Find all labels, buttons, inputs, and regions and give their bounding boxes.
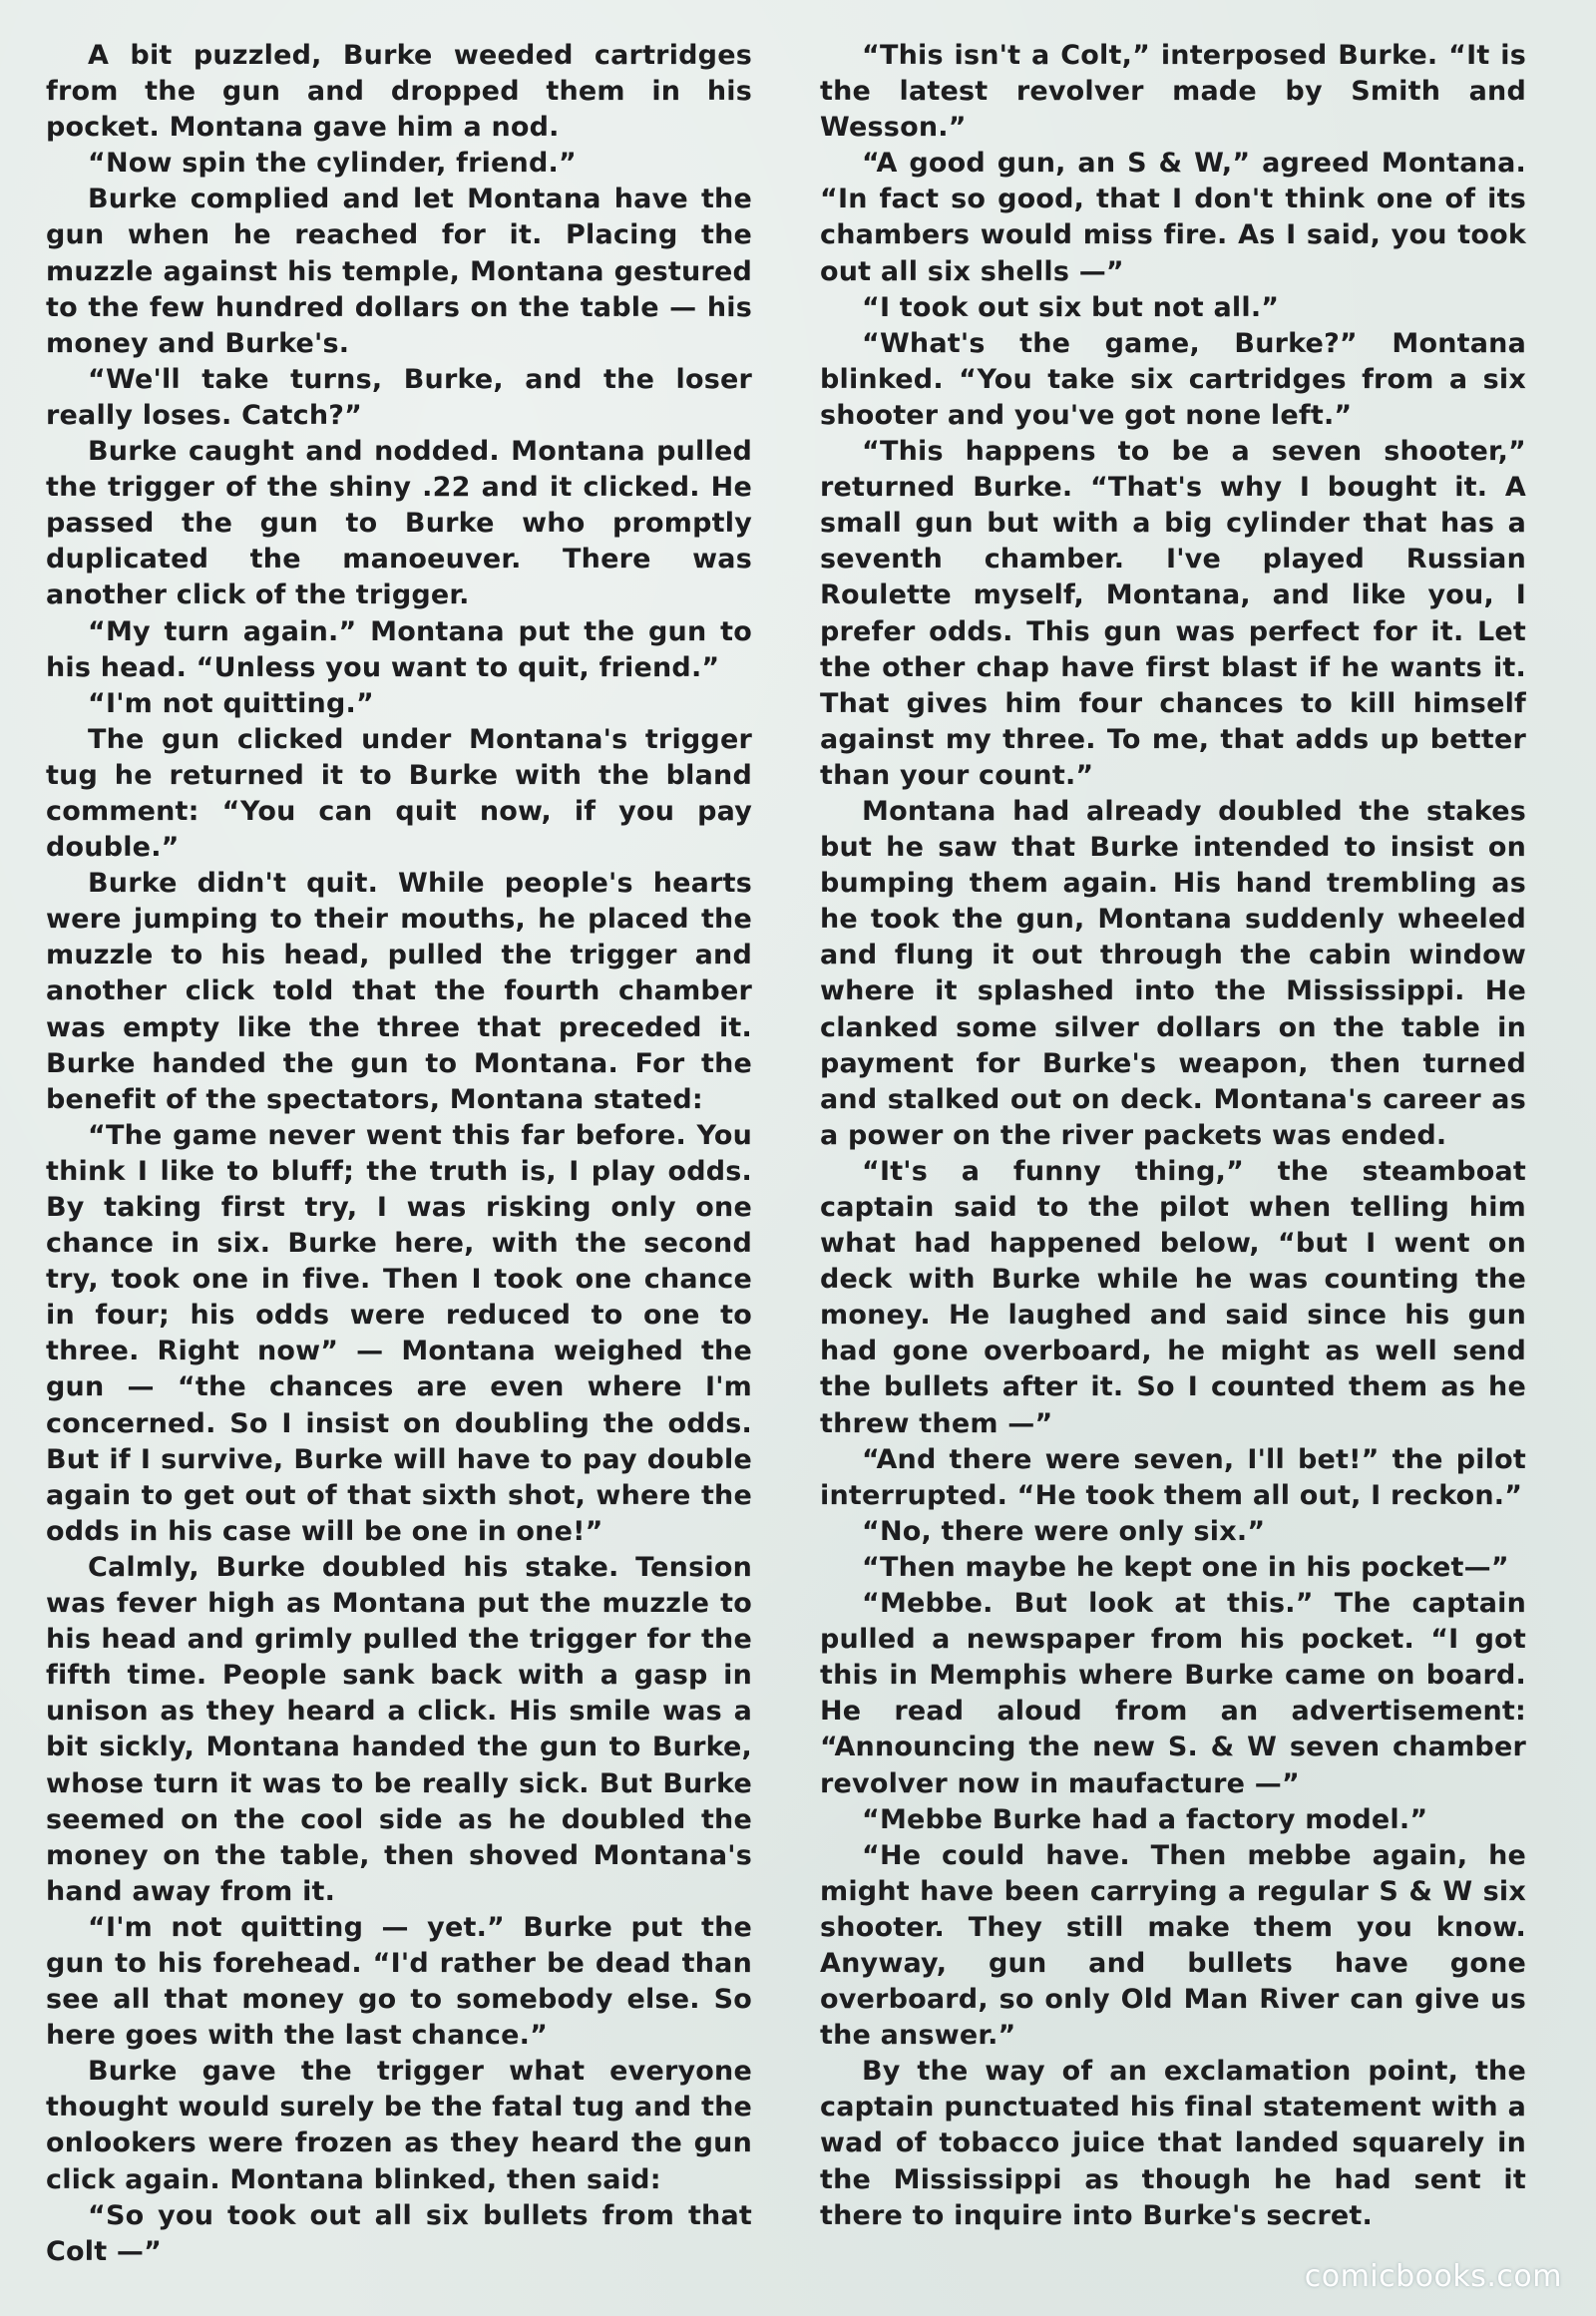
paragraph: “So you took out all six bullets from that Colt —” bbox=[46, 2199, 752, 2267]
paragraph: By the way of an exclamation point, the captain punctuated his final statement with a wad of tobacco juice that landed squarely in the Mississippi as though he had sent it there to inquire into Burke's secret. bbox=[820, 2056, 1526, 2231]
paragraph: “Now spin the cylinder, friend.” bbox=[88, 148, 577, 180]
paragraph: “Mebbe Burke had a factory model.” bbox=[862, 1803, 1428, 1835]
paragraph: Burke didn't quit. While people's hearts were jumping to their mouths, he placed the muzzle to his head, pulled the trigger and another click told that the fourth chamber was empty like the three that preceded it. Burke handed the gun to Montana. For the benefit of the spectators, Montana stated: bbox=[46, 868, 752, 1115]
paragraph: “What's the game, Burke?” Montana blinked. “You take six cartridges from a six shooter and you've got none left.” bbox=[820, 327, 1526, 431]
paragraph: “This happens to be a seven shooter,” returned Burke. “That's why I bought it. A small gun but with a big cylinder that has a seventh chamber. I've played Russian Roulette myself, Montana, and like you, I prefer odds. This gun was perfect for it. Let the other chap have first blast if he wants it. That gives him four chances to kill himself against my three. To me, that adds up better than your count.” bbox=[820, 436, 1526, 791]
paragraph: “He could have. Then mebbe again, he might have been carrying a regular S & W six shooter. They still make them you know. Anyway, gun and bullets have gone overboard, so only Old Man River can give us the answer.” bbox=[820, 1839, 1526, 2052]
paragraph: “I'm not quitting.” bbox=[88, 687, 374, 719]
paragraph: “No, there were only six.” bbox=[862, 1515, 1266, 1547]
paragraph: Montana had already doubled the stakes but he saw that Burke intended to insist on bumping them again. His hand trembling as he took the gun, Montana suddenly wheeled and flung it out through the cabin window where it splashed into the Mississippi. He clanked some silver dollars on the table in payment for Burke's weapon, then turned and stalked out on deck. Montana's career as a power on the river packets was ended. bbox=[820, 795, 1526, 1151]
right-text-column bbox=[820, 38, 1526, 2234]
paragraph: “It's a funny thing,” the steamboat captain said to the pilot when telling him what had happened below, “but I went on deck with Burke while he was counting the money. He laughed and said since his gun had gone overboard, he might as well send the bullets after it. So I counted them as he threw them —” bbox=[820, 1155, 1526, 1439]
paragraph: “I took out six but not all.” bbox=[862, 291, 1280, 323]
paragraph: “And there were seven, I'll bet!” the pilot interrupted. “He took them all out, I reckon.” bbox=[820, 1443, 1526, 1511]
paragraph: The gun clicked under Montana's trigger tug he returned it to Burke with the bland comment: “You can quit now, if you pay double.” bbox=[46, 723, 752, 864]
paragraph: “Then maybe he kept one in his pocket—” bbox=[862, 1551, 1509, 1583]
paragraph: Calmly, Burke doubled his stake. Tension was fever high as Montana put the muzzle to his head and grimly pulled the trigger for the fifth time. People sank back with a gasp in unison as they heard a click. His smile was a bit sickly, Montana handed the gun to Burke, whose turn it was to be really sick. But Burke seemed on the cool side as he doubled the money on the table, then shoved Montana's hand away from it. bbox=[46, 1551, 752, 1907]
paragraph: “The game never went this far before. You think I like to bluff; the truth is, I play odds. By taking first try, I was risking only one chance in six. Burke here, with the second try, took one in five. Then I took one chance in four; his odds were reduced to one to three. Right now” — Montana weighed the gun — “the chances are even where I'm concerned. So I insist on doubling the odds. But if I survive, Burke will have to pay double again to get out of that sixth shot, where the odds in his case will be one in one!” bbox=[46, 1119, 752, 1547]
watermark: comicbooks.com bbox=[1304, 2259, 1562, 2294]
paragraph: “I'm not quitting — yet.” Burke put the gun to his forehead. “I'd rather be dead than see all that money go to somebody else. So here goes with the last chance.” bbox=[46, 1911, 752, 2052]
left-text-column bbox=[46, 38, 752, 2270]
paragraph: Burke caught and nodded. Montana pulled the trigger of the shiny .22 and it clicked. He passed the gun to Burke who promptly duplicated the manoeuver. There was another click of the trigger. bbox=[46, 436, 752, 611]
paragraph: “A good gun, an S & W,” agreed Montana. “In fact so good, that I don't think one of its chambers would miss fire. As I said, you took out all six shells —” bbox=[820, 148, 1526, 287]
paragraph: Burke complied and let Montana have the gun when he reached for it. Placing the muzzle against his temple, Montana gestured to the few hundred dollars on the table — his money and Burke's. bbox=[46, 184, 752, 359]
paragraph: A bit puzzled, Burke weeded cartridges from the gun and dropped them in his pocket. Montana gave him a nod. bbox=[46, 40, 752, 144]
paragraph: “We'll take turns, Burke, and the loser really loses. Catch?” bbox=[46, 363, 752, 431]
paragraph: “Mebbe. But look at this.” The captain pulled a newspaper from his pocket. “I got this in Memphis where Burke came on board. He read aloud from an advertisement: “Announcing the new S. & W seven chamber revolver now in maufacture —” bbox=[820, 1588, 1526, 1799]
paragraph: Burke gave the trigger what everyone thought would surely be the fatal tug and the onlookers were frozen as they heard the gun click again. Montana blinked, then said: bbox=[46, 2056, 752, 2195]
paragraph: “This isn't a Colt,” interposed Burke. “It is the latest revolver made by Smith and Wesson.” bbox=[820, 40, 1526, 144]
paragraph: “My turn again.” Montana put the gun to his head. “Unless you want to quit, friend.” bbox=[46, 615, 752, 683]
